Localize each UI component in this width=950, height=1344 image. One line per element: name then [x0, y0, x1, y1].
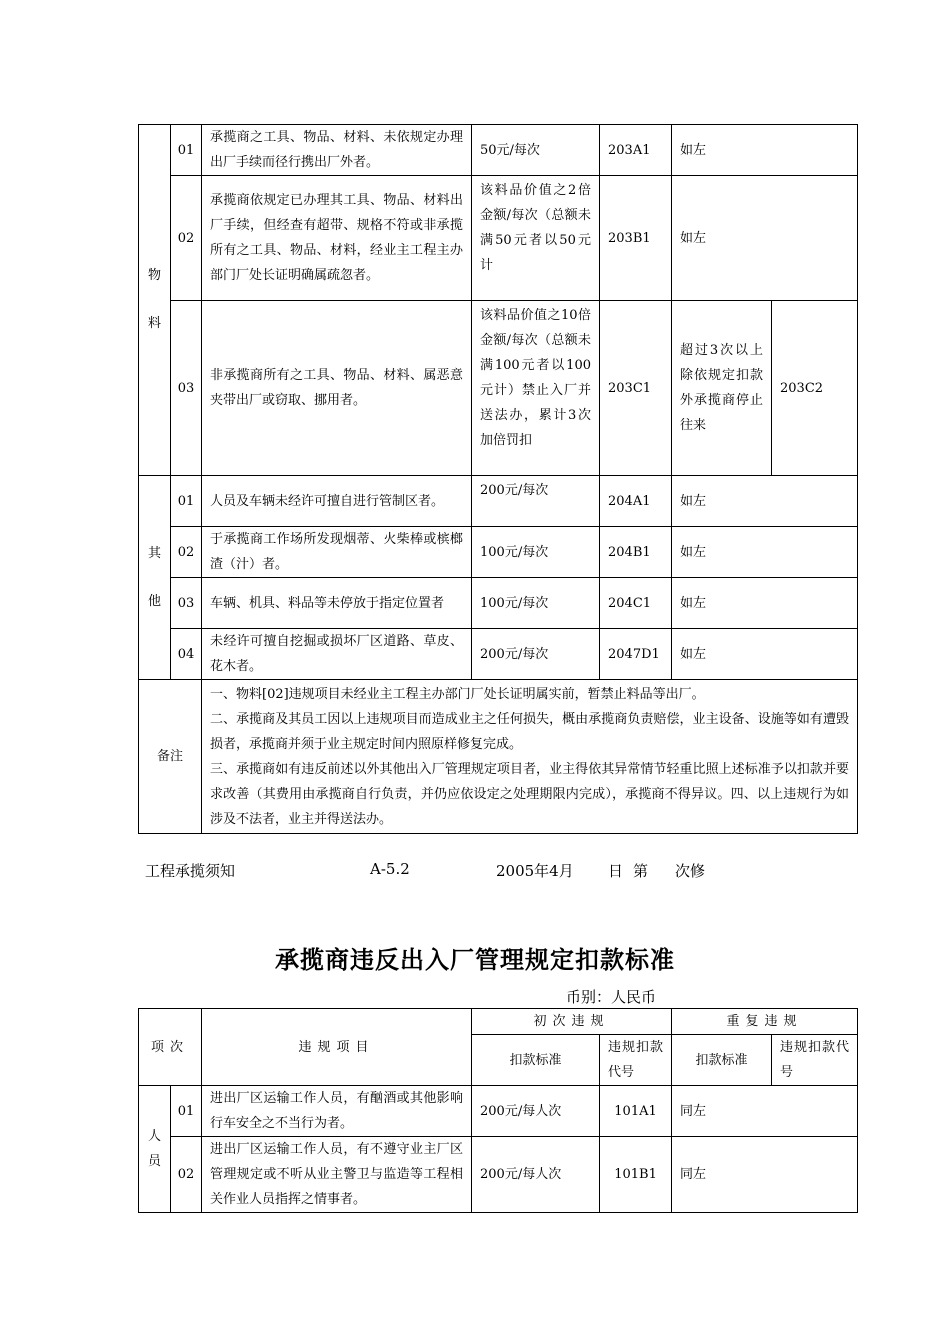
header-penalty: 扣款标准: [672, 1035, 772, 1086]
edition-suffix: 次修: [675, 862, 706, 880]
header-first-violation: 初次违规: [472, 1009, 672, 1035]
remarks-label: 备注: [139, 680, 202, 834]
penalty-code: 204A1: [600, 476, 672, 527]
penalty-code: 203C1: [600, 301, 672, 476]
penalty-table-continued: [138, 124, 858, 834]
remarks-text: [202, 680, 858, 834]
item-number: 01: [171, 476, 202, 527]
header-item-no: 项次: [139, 1009, 202, 1086]
item-number: 01: [171, 1086, 202, 1137]
penalty-standard: 该料品价值之2倍金额/每次（总额未满50元者以50元计: [472, 176, 600, 301]
edition-prefix: 第: [633, 862, 649, 880]
penalty-code: 101B1: [600, 1137, 672, 1213]
item-number: 03: [171, 301, 202, 476]
remark-line: 二、承揽商及其员工因以上违规项目而造成业主之任何损失，概由承揽商负责赔偿，业主设备、设施等如有遭毁损者，承揽商并须于业主规定时间内照原样修复完成。: [210, 711, 850, 752]
violation-item: 承揽商依规定已办理其工具、物品、材料出厂手续，但经查有超带、规格不符或非承揽所有之工具、物品、材料，经业主工程主办部门厂处长证明确属疏忽者。: [202, 176, 472, 301]
penalty-code: 2047D1: [600, 629, 672, 680]
penalty-standard: 该料品价值之10倍金额/每次（总额未满100元者以100元计）禁止入厂并送法办，累计3次加倍罚扣: [472, 301, 600, 476]
penalty-standard: 100元/每次: [472, 527, 600, 578]
penalty-code: 204B1: [600, 527, 672, 578]
item-number: 02: [171, 527, 202, 578]
header-code: 违规扣款代号: [772, 1035, 858, 1086]
item-number: 04: [171, 629, 202, 680]
penalty-table: [138, 1008, 858, 1213]
doc-day: 日: [608, 862, 624, 880]
violation-item: 未经许可擅自挖掘或损坏厂区道路、草皮、花木者。: [202, 629, 472, 680]
group-label-other: 其 他: [139, 476, 171, 680]
currency-label: 币别：人民币: [566, 988, 657, 1006]
doc-date: 2005年4月: [496, 862, 574, 880]
table-row: [139, 1137, 858, 1213]
repeat-violation: 如左: [672, 578, 858, 629]
doc-name: 工程承揽须知: [145, 862, 236, 880]
penalty-standard: 200元/每人次: [472, 1137, 600, 1213]
table-row: [139, 578, 858, 629]
table-row: [139, 527, 858, 578]
violation-item: 进出厂区运输工作人员，有酗酒或其他影响行车安全之不当行为者。: [202, 1086, 472, 1137]
violation-item: 承揽商之工具、物品、材料、未依规定办理出厂手续而径行携出厂外者。: [202, 125, 472, 176]
penalty-code: 203A1: [600, 125, 672, 176]
penalty-standard: 200元/每次: [472, 629, 600, 680]
repeat-violation: 同左: [672, 1137, 858, 1213]
penalty-code: 204C1: [600, 578, 672, 629]
table-row: [139, 125, 858, 176]
header-row: [139, 1009, 858, 1035]
violation-item: 进出厂区运输工作人员，有不遵守业主厂区管理规定或不听从业主警卫与监造等工程相关作业人员指挥之情事者。: [202, 1137, 472, 1213]
table-row: [139, 629, 858, 680]
violation-item: 于承揽商工作场所发现烟蒂、火柴棒或槟榔渣（汁）者。: [202, 527, 472, 578]
table-row: [139, 301, 858, 476]
doc-code: A-5.2: [370, 860, 410, 878]
group-label-material: 物 料: [139, 125, 171, 476]
remark-line: 三、承揽商如有违反前述以外其他出入厂管理规定项目者，业主得依其异常情节轻重比照上述标准予以扣款并要求改善（其费用由承揽商自行负责，并仍应依设定之处理期限内完成），承揽商不得异议。四、以上违规行为如涉及不法者，业主并得送法办。: [210, 761, 850, 827]
penalty-code: 101A1: [600, 1086, 672, 1137]
repeat-violation: 如左: [672, 125, 858, 176]
repeat-violation: 如左: [672, 527, 858, 578]
header-code: 违规扣款代号: [600, 1035, 672, 1086]
penalty-code: 203B1: [600, 176, 672, 301]
penalty-standard: 200元/每次: [472, 476, 600, 527]
table-row: [139, 176, 858, 301]
penalty-standard: 100元/每次: [472, 578, 600, 629]
repeat-violation: 如左: [672, 176, 858, 301]
repeat-violation: 如左: [672, 629, 858, 680]
repeat-violation: 同左: [672, 1086, 858, 1137]
header-item: 违规项目: [202, 1009, 472, 1086]
repeat-violation: 超过3次以上除依规定扣款外承揽商停止往来: [672, 301, 772, 476]
violation-item: 非承揽商所有之工具、物品、材料、属恶意夹带出厂或窃取、挪用者。: [202, 301, 472, 476]
item-number: 03: [171, 578, 202, 629]
page-title: 承揽商违反出入厂管理规定扣款标准: [275, 945, 675, 974]
item-number: 01: [171, 125, 202, 176]
table-row: [139, 476, 858, 527]
table-row: [139, 1086, 858, 1137]
penalty-standard: 200元/每人次: [472, 1086, 600, 1137]
header-penalty: 扣款标准: [472, 1035, 600, 1086]
repeat-penalty-code: 203C2: [772, 301, 858, 476]
header-repeat-violation: 重复违规: [672, 1009, 858, 1035]
page-footer: [145, 860, 845, 884]
group-label-personnel: 人 员: [139, 1086, 171, 1213]
remark-line: 一、物料[02]违规项目未经业主工程主办部门厂处长证明属实前，暂禁止料品等出厂。: [210, 686, 705, 702]
violation-item: 人员及车辆未经许可擅自进行管制区者。: [202, 476, 472, 527]
item-number: 02: [171, 176, 202, 301]
penalty-standard: 50元/每次: [472, 125, 600, 176]
repeat-violation: 如左: [672, 476, 858, 527]
violation-item: 车辆、机具、料品等未停放于指定位置者: [202, 578, 472, 629]
item-number: 02: [171, 1137, 202, 1213]
remarks-row: [139, 680, 858, 834]
